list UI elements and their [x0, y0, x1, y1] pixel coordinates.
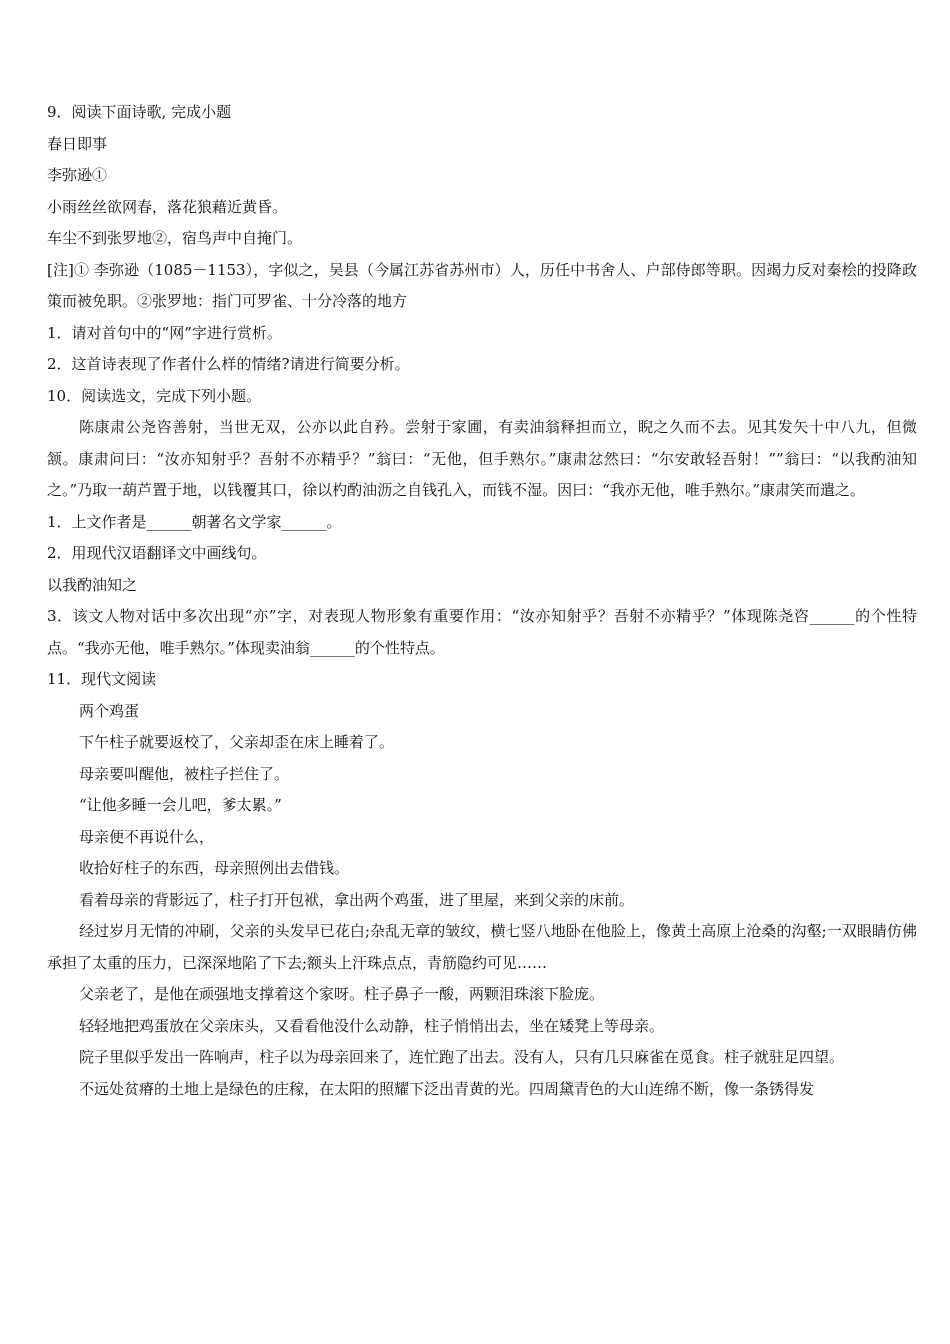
q10-heading: 10．阅读选文，完成下列小题。 [47, 386, 262, 405]
q10-sub-question-1: 1．上文作者是______朝著名文学家______。 [47, 512, 342, 531]
story-paragraph: 经过岁月无情的冲刷，父亲的头发早已花白;杂乱无章的皱纹，横七竖八地卧在他脸上，像黄土高原上沧桑的沟壑;一双眼睛仿佛承担了太重的压力，已深深地陷了下去;额头上汗珠点点，青筋隐约可见…… [47, 922, 917, 972]
poem-title: 春日即事 [47, 134, 108, 153]
story-paragraph: 收拾好柱子的东西，母亲照例出去借钱。 [79, 859, 350, 877]
story-paragraph: 轻轻地把鸡蛋放在父亲床头，又看看他没什么动静，柱子悄悄出去，坐在矮凳上等母亲。 [79, 1016, 665, 1035]
story-title: 两个鸡蛋 [79, 701, 140, 720]
story-paragraph: 母亲要叫醒他，被柱子拦住了。 [79, 764, 290, 783]
story-paragraph: 下午柱子就要返校了，父亲却歪在床上睡着了。 [79, 733, 395, 751]
story-paragraph: 母亲便不再说什么， [79, 827, 215, 846]
poet-name: 李弥逊① [47, 166, 108, 184]
story-paragraph: “让他多睡一会儿吧，爹太累。” [79, 796, 282, 814]
q10-sub-question-3: 3．该文人物对话中多次出现“亦”字，对表现人物形象有重要作用：“汝亦知射乎？吾射不亦精乎？”体现陈尧咨______的个性特点。“我亦无他，唯手熟尔。”体现卖油翁______的个性特点。 [47, 607, 917, 657]
story-paragraph: 不远处贫瘠的土地上是绿色的庄稼，在太阳的照耀下泛出青黄的光。四周黛青色的大山连绵不断，像一条锈得发 [79, 1079, 815, 1098]
q9-sub-question-2: 2．这首诗表现了作者什么样的情绪?请进行简要分析。 [47, 355, 410, 373]
poem-verse-2: 车尘不到张罗地②，宿鸟声中自掩门。 [47, 229, 303, 247]
translate-sentence: 以我酌油知之 [47, 575, 138, 594]
q10-sub-question-2: 2．用现代汉语翻译文中画线句。 [47, 544, 267, 562]
story-paragraph: 父亲老了，是他在顽强地支撑着这个家呀。柱子鼻子一酸，两颗泪珠滚下脸庞。 [79, 985, 605, 1003]
classical-passage: 陈康肃公尧咨善射，当世无双，公亦以此自矜。尝射于家圃，有卖油翁释担而立，睨之久而不去。见其发矢十中八九，但微颔。康肃问曰：“汝亦知射乎？吾射不亦精乎？”翁曰：“无他，但手熟尔。”康肃忿然曰：“尔安敢轻吾射！””翁曰：“以我酌油知之。”乃取一葫芦置于地，以钱覆其口，徐以杓酌油沥之自钱孔入，而钱不湿。因曰：“我亦无他，唯手熟尔。”康肃笑而遣之。 [47, 418, 917, 499]
story-paragraph: 院子里似乎发出一阵响声，柱子以为母亲回来了，连忙跑了出去。没有人，只有几只麻雀在觅食。柱子就驻足四望。 [79, 1048, 845, 1066]
story-paragraph: 看着母亲的背影远了，柱子打开包袱，拿出两个鸡蛋，进了里屋，来到父亲的床前。 [79, 890, 635, 909]
document-page [47, 97, 917, 1105]
q11-heading: 11．现代文阅读 [47, 670, 157, 688]
poem-verse-1: 小雨丝丝欲网春，落花狼藉近黄昏。 [47, 197, 288, 216]
poem-note: [注]① 李弥逊（1085－1153），字似之，吴县（今属江苏省苏州市）人，历任中书舍人、户部侍郎等职。因竭力反对秦桧的投降政策而被免职。②张罗地：指门可罗雀、十分冷落的地方 [47, 260, 917, 310]
q9-sub-question-1: 1．请对首句中的“网”字进行赏析。 [47, 323, 282, 342]
q9-heading: 9．阅读下面诗歌, 完成小题 [47, 103, 232, 121]
